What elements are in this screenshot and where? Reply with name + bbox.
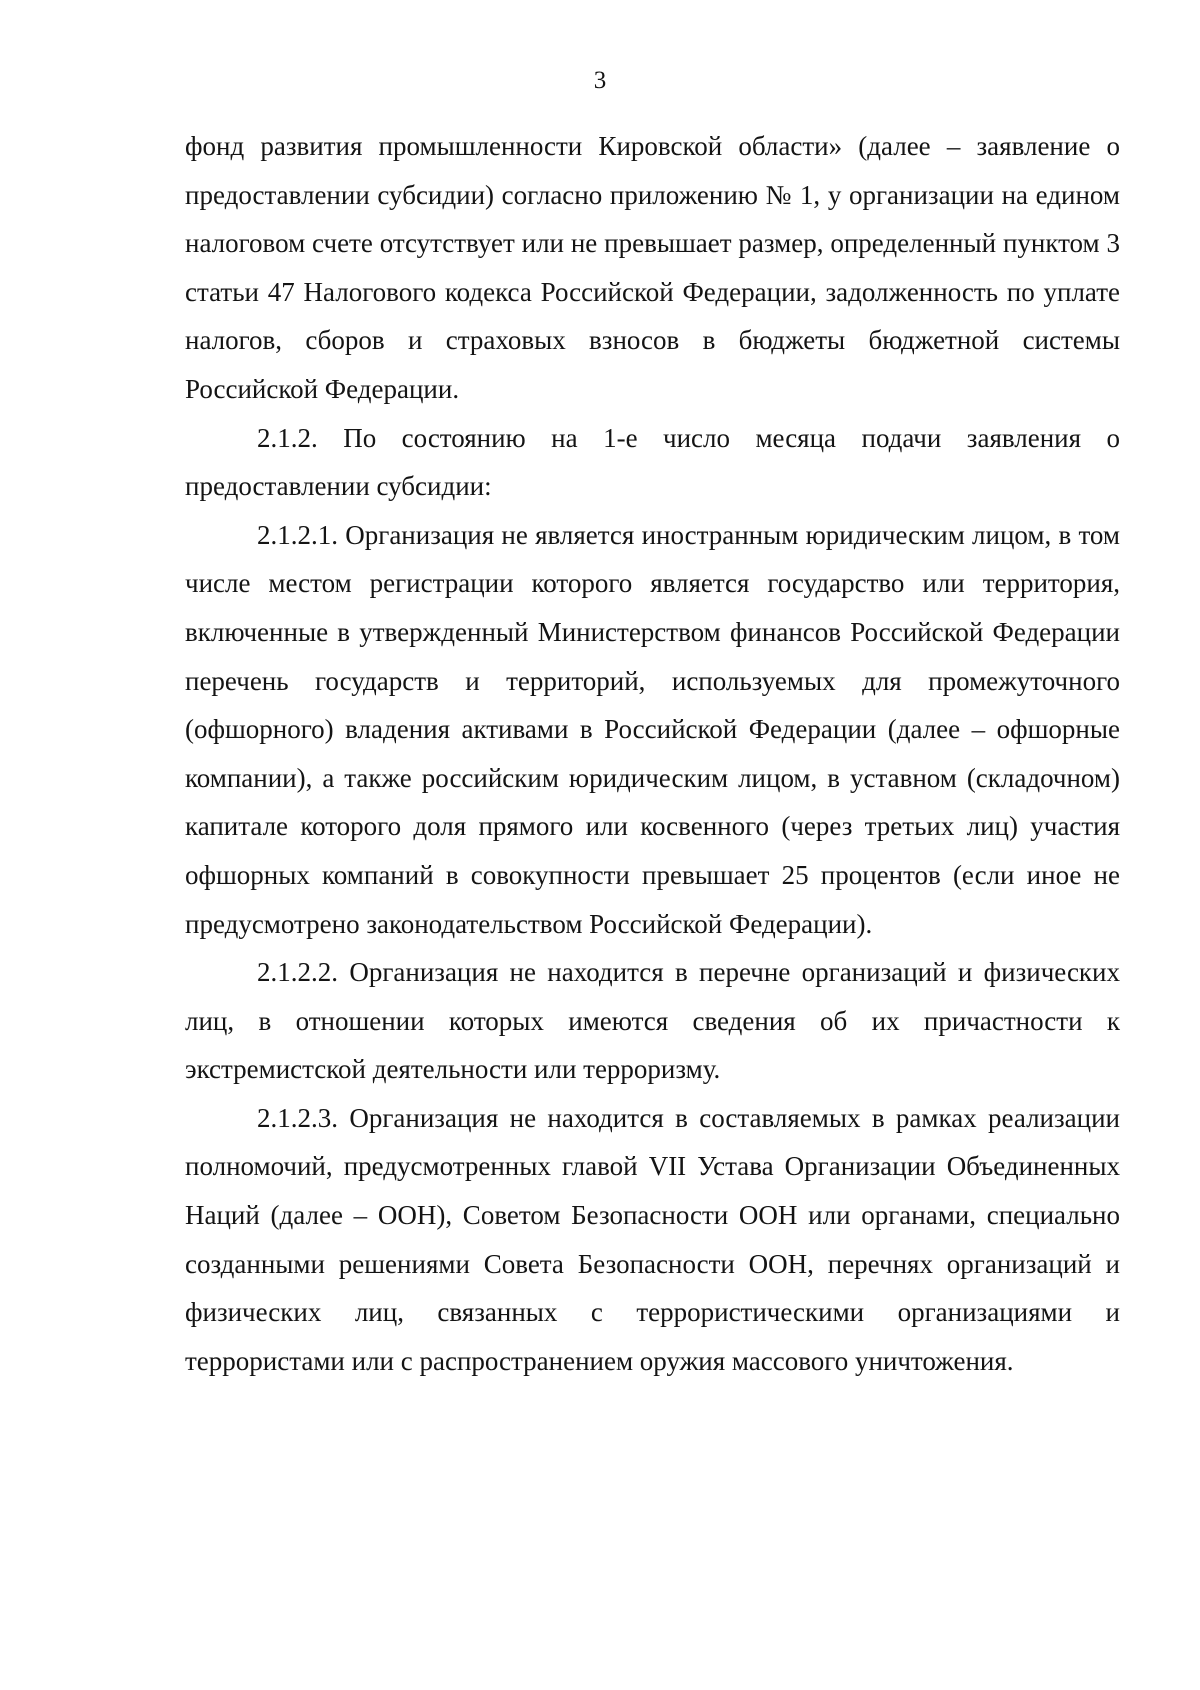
page-number: 3 bbox=[593, 67, 607, 94]
document-body bbox=[185, 122, 1120, 1385]
paragraph-2-1-2-3: 2.1.2.3. Организация не находится в составляемых в рамках реализации полномочий, предусмотренных главой VII Устава Организации Объединенных Наций (далее – ООН), Советом Безопасности ООН или органами, специально созданными решениями Совета Безопасности ООН, перечнях организаций и физических лиц, связанных с террористическими организациями и террористами или с распространением оружия массового уничтожения. bbox=[185, 1102, 1120, 1376]
paragraph-continuation: фонд развития промышленности Кировской области» (далее – заявление о предоставлении субсидии) согласно приложению № 1, у организации на едином налоговом счете отсутствует или не превышает размер, определенный пунктом 3 статьи 47 Налогового кодекса Российской Федерации, задолженность по уплате налогов, сборов и страховых взносов в бюджеты бюджетной системы Российской Федерации. bbox=[185, 131, 1120, 404]
paragraph-2-1-2-2: 2.1.2.2. Организация не находится в перечне организаций и физических лиц, в отношении которых имеются сведения об их причастности к экстремистской деятельности или терроризму. bbox=[185, 957, 1120, 1085]
paragraph-2-1-2-1: 2.1.2.1. Организация не является иностранным юридическим лицом, в том числе местом регистрации которого является государство или территория, включенные в утвержденный Министерством финансов Российской Федерации перечень государств и территорий, используемых для промежуточного (офшорного) владения активами в Российской Федерации (далее – офшорные компании), а также российским юридическим лицом, в уставном (складочном) капитале которого доля прямого или косвенного (через третьих лиц) участия офшорных компаний в совокупности превышает 25 процентов (если иное не предусмотрено законодательством Российской Федерации). bbox=[185, 519, 1120, 939]
paragraph-2-1-2: 2.1.2. По состоянию на 1-е число месяца подачи заявления о предоставлении субсидии: bbox=[185, 422, 1120, 502]
